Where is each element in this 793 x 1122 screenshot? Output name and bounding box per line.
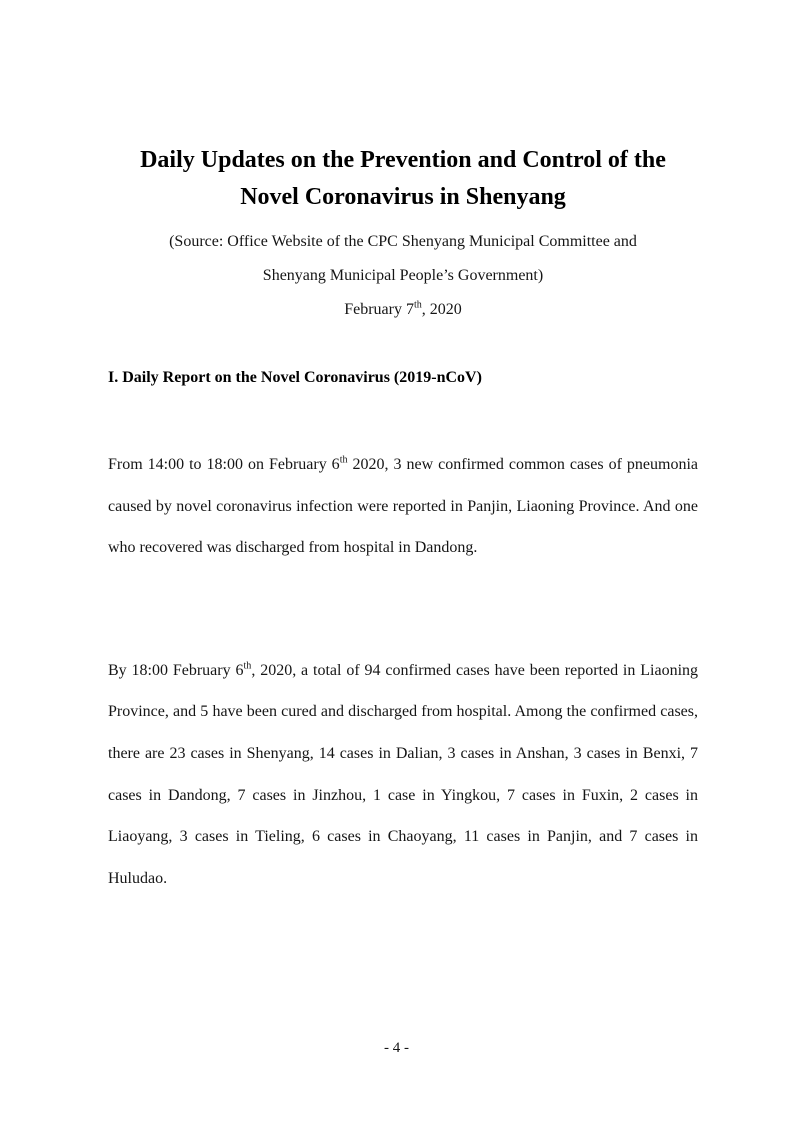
paragraph-1 xyxy=(108,444,698,569)
document-title xyxy=(108,142,698,216)
date-year: , 2020 xyxy=(421,301,462,318)
page-number: - 4 - xyxy=(384,1040,409,1056)
section-heading: I. Daily Report on the Novel Coronavirus (2019-nCoV) xyxy=(108,369,482,386)
document-title-line-2: Novel Coronavirus in Shenyang xyxy=(240,184,566,210)
document-content xyxy=(108,0,698,899)
paragraph-1-text: From 14:00 to 18:00 on February 6 xyxy=(108,456,340,473)
source-and-date-block xyxy=(108,225,698,327)
paragraph-2-text: By 18:00 February 6 xyxy=(108,661,244,679)
date-ordinal-superscript: th xyxy=(413,299,422,311)
source-line-1: (Source: Office Website of the CPC Shenyang Municipal Committee and xyxy=(169,233,637,250)
date-line xyxy=(108,293,698,327)
paragraph-2-text-continued: , 2020, a total of 94 confirmed cases have been reported in Liaoning Province, and 5 have been cured and discharged from hospital. Among the confirmed cases, there are 23 cases in Shenyang, 14 cases in Dalian, 3 cases in Anshan, 3 cases in Benxi, 7 cases in Dandong, 7 cases in Jinzhou, 1 case in Yingkou, 7 cases in Fuxin, 2 cases in Liaoyang, 3 cases in Tieling, 6 cases in Chaoyang, 11 cases in Panjin, and 7 cases in Huludao. xyxy=(108,661,699,887)
document-title-line-1: Daily Updates on the Prevention and Control of the xyxy=(140,147,666,173)
paragraph-1-ordinal-superscript: th xyxy=(339,454,348,466)
date-text: February 7 xyxy=(344,301,414,318)
paragraph-1-text-continued: 2020, 3 new confirmed common cases of pneumonia caused by novel coronavirus infection were reported in Panjin, Liaoning Province. And one who recovered was discharged from hospital in Dandong. xyxy=(108,456,699,557)
paragraph-2-ordinal-superscript: th xyxy=(243,660,252,672)
source-line-2: Shenyang Municipal People’s Government) xyxy=(262,267,544,284)
paragraph-2 xyxy=(108,650,698,900)
